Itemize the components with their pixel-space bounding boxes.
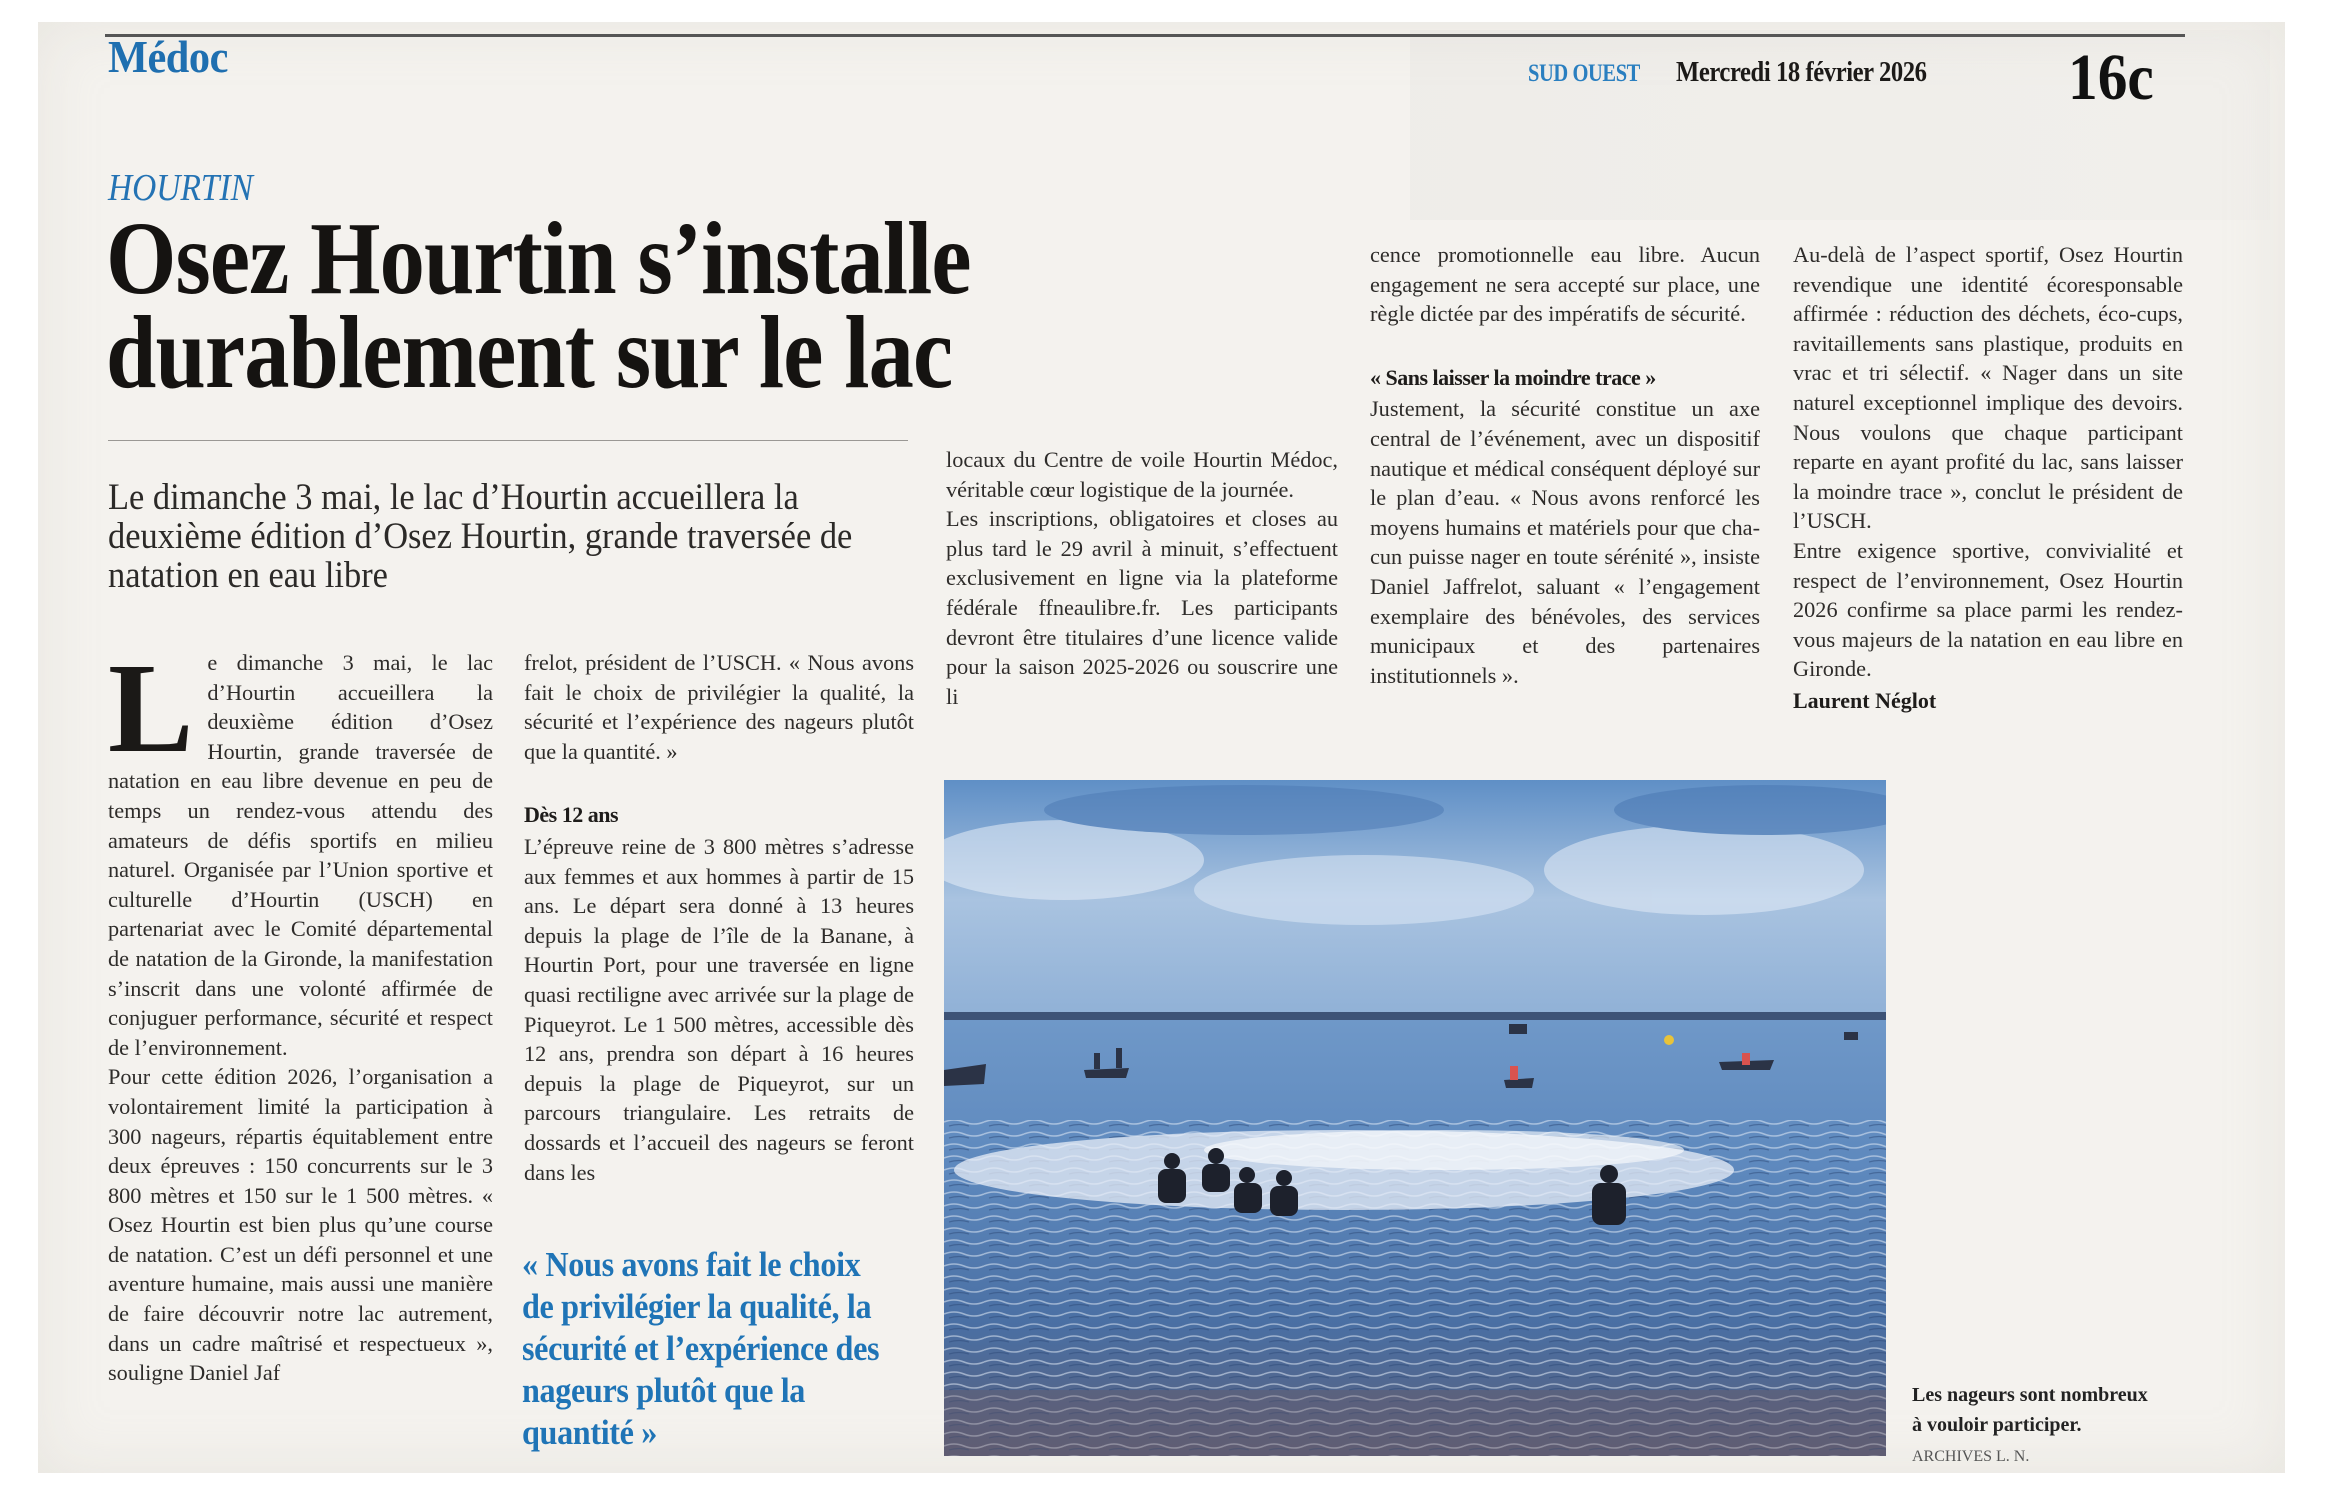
paragraph: cence promotionnelle eau libre. Aucun engagement ne sera accepté sur place, une règle dictée par des impératifs de sécurité. [1370, 242, 1760, 327]
article-lede: Le dimanche 3 mai, le lac d’Hourtin accueillera la deuxième édition d’Osez Hourtin, grande traversée de natation en eau libre [108, 477, 853, 596]
paragraph: locaux du Centre de voile Hourtin Médoc, véritable cœur logistique de la journée. [946, 447, 1338, 502]
shoreline-shadow [944, 1390, 1886, 1456]
paragraph: Au-delà de l’aspect sportif, Osez Hourtin revendique une identité écoresponsable affirmée : réduction des déchets, éco-cups, ravitaillements sans plastique, produits en vrac et tri sélectif. « Nager dans un site naturel exceptionnel implique des devoirs. Nous voulons que chaque participant reparte en ayant profité du lac, sans laisser la moindre trace », conclut le président de l’USCH. [1793, 242, 2183, 534]
lifeguard [1510, 1066, 1518, 1080]
paragraph [108, 637, 493, 1062]
issue-date: Mercredi 18 février 2026 [1676, 56, 1927, 88]
drop-cap: L [108, 637, 194, 779]
paragraph: Pour cette édition 2026, l’organisation a volontairement limité la participation à 300 nageurs, répartis équitablement entre deux épreuves : 150 concurrents sur le 3 800 mètres et 150 sur le 1 500 mètres. « Osez Hourtin est bien plus qu’une course de natation. C’est un défi personnel et une aventure humaine, mais aussi une manière de faire découvrir notre lac autrement, dans un cadre maîtrisé et respectueux », souligne Daniel Jaf [108, 1064, 493, 1386]
paragraph-text: e dimanche 3 mai, le lac d’Hourtin accueillera la deuxième édition d’Osez Hourtin, grande traversée de natation en eau libre devenue en peu de temps un rendez-vous attendu des amateurs de défis sportifs en milieu naturel. Organisée par l’Union sportive et culturelle d’Hourtin (USCH) en partenariat avec le Comité départemental de natation de la Gironde, la manifestation s’inscrit dans une volonté affirmée de conjuguer performance, sécurité et respect de l’environnement. [108, 650, 493, 1060]
article-kicker: HOURTIN [108, 167, 253, 209]
horizon-treeline [944, 1012, 1886, 1020]
paragraph: frelot, président de l’USCH. « Nous avons fait le choix de privilégier la qualité, la sécurité et l’expérience des nageurs plutôt que la quantité. » [524, 650, 914, 764]
author-byline: Laurent Néglot [1793, 687, 1937, 713]
pull-quote: « Nous avons fait le choix de privilégier la qualité, la sécurité et l’expérience des nageurs plutôt que la quantité » [522, 1245, 880, 1452]
headline-line: Osez Hourtin s’installe [106, 201, 971, 316]
article-column-4 [1370, 240, 1760, 690]
paragraph: Justement, la sécurité constitue un axe central de l’événement, avec un dispositif nautique et médical conséquent déployé sur le plan d’eau. « Nous avons renforcé les moyens humains et matériels pour que chacun puisse nager en toute sérénité », insiste Daniel Jaffrelot, saluant « l’engagement exemplaire des bénévoles, des services municipaux et des partenaires institutionnels ». [1370, 396, 1760, 688]
subheading: Dès 12 ans [524, 802, 619, 828]
top-rule [105, 34, 2185, 37]
page-number: 16c [2068, 41, 2154, 114]
article-column-3 [946, 445, 1338, 711]
paragraph: Entre exigence sportive, convivialité et respect de l’environnement, Osez Hourtin 2026 confirme sa place parmi les rendez-vous majeurs de la natation en eau libre en Gironde. [1793, 537, 2183, 682]
article-column-5 [1793, 240, 2183, 716]
photo-caption [1912, 1380, 2152, 1472]
subheading: « Sans laisser la moindre trace » [1370, 364, 1656, 390]
lifeguard [1742, 1053, 1750, 1065]
article-column-2 [524, 648, 914, 1187]
headline-divider [108, 440, 908, 441]
swimmers-lake-photo [944, 780, 1886, 1456]
headline-line: durablement sur le lac [106, 295, 953, 410]
section-title: Médoc [108, 31, 228, 82]
paragraph: Les inscriptions, obligatoires et closes au plus tard le 29 avril à minuit, s’effectuent exclusivement en ligne via la plateforme fédérale ffneaulibre.fr. Les participants devront être titulaires d’une licence valide pour la saison 2025-2026 ou souscrire une li [946, 506, 1338, 709]
paragraph: L’épreuve reine de 3 800 mètres s’adresse aux femmes et aux hommes à partir de 15 ans. Le départ sera donné à 13 heures depuis la plage de l’île de la Banane, à Hourtin Port, pour une traversée en ligne quasi rectiligne avec arrivée sur la plage de Piqueyrot. Le 1 500 mètres, accessible dès 12 ans, prendra son départ à 16 heures depuis la plage de Piqueyrot, sur un parcours triangulaire. Les retraits de dossards et l’accueil des nageurs se feront dans les [524, 833, 914, 1185]
buoy [1664, 1035, 1674, 1045]
caption-text: Les nageurs sont nombreux à vouloir participer. [1912, 1384, 2148, 1436]
article-column-1 [108, 637, 493, 1388]
photo-credit: ARCHIVES L. N. [1912, 1448, 2030, 1465]
newspaper-brand: SUD OUEST [1528, 60, 1640, 87]
article-headline [106, 201, 1194, 410]
article-photo [944, 780, 1886, 1456]
